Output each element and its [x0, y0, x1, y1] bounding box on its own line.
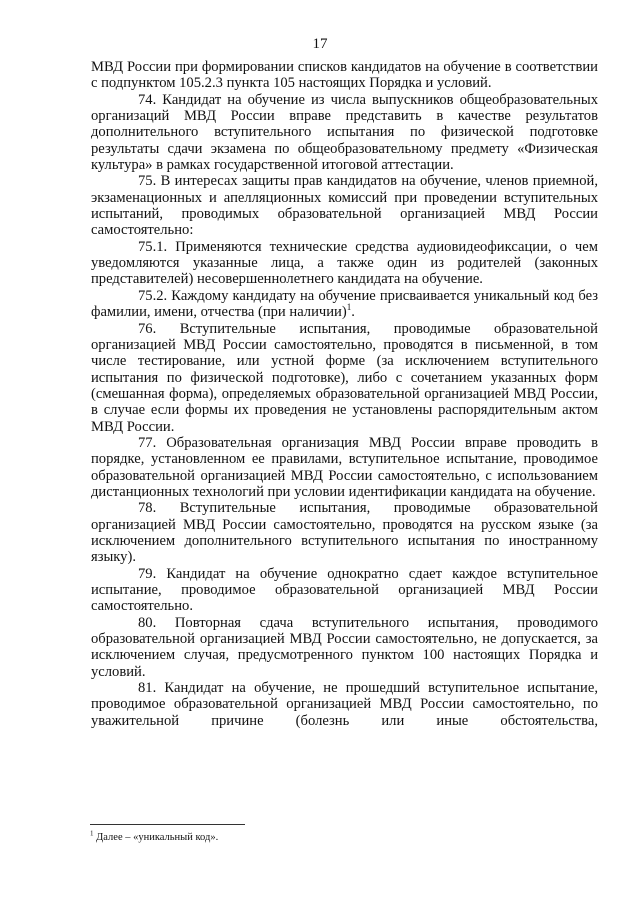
- paragraph-continuation: МВД России при формировании списков кандидатов на обучение в соответствии с подпунктом 105.2.3 пункта 105 настоящих Порядка и условий.: [91, 59, 598, 92]
- footnote: [90, 829, 219, 843]
- paragraph-75-1: 75.1. Применяются технические средства аудиовидеофиксации, о чем уведомляются указанные лица, а также один из родителей (законных представителей) несовершеннолетнего кандидата на обучение.: [91, 238, 598, 288]
- footnote-divider: [90, 824, 245, 825]
- footnote-reference: 1: [346, 302, 352, 313]
- paragraph-75: 75. В интересах защиты прав кандидатов на обучение, членов приемной, экзаменационных и апелляционных комиссий при проведении вступительных испытаний, проводимых образовательной организацией МВД России самостоятельно:: [91, 173, 598, 239]
- page-number: 17: [312, 36, 328, 52]
- paragraph-75-2: [91, 288, 598, 321]
- paragraph-75-2-text: 75.2. Каждому кандидату на обучение присваивается уникальный код без фамилии, имени, отчества (при наличии): [91, 287, 598, 321]
- paragraph-81: 81. Кандидат на обучение, не прошедший вступительное испытание, проводимое образовательной организацией МВД России самостоятельно, по уважительной причине (болезнь или иные обстоятельства,: [91, 680, 598, 729]
- footnote-marker: 1: [90, 829, 94, 838]
- paragraph-78: 78. Вступительные испытания, проводимые образовательной организацией МВД России самостоятельно, проводятся на русском языке (за исключением дополнительного вступительного испытания по иностранному языку).: [91, 500, 598, 566]
- paragraph-75-2-end: .: [351, 304, 355, 321]
- paragraph-79: 79. Кандидат на обучение однократно сдает каждое вступительное испытание, проводимое образовательной организацией МВД России самостоятельно.: [91, 565, 598, 615]
- paragraph-80: 80. Повторная сдача вступительного испытания, проводимого образовательной организацией МВД России самостоятельно, не допускается, за исключением случая, предусмотренного пунктом 100 настоящих Порядка и условий.: [91, 614, 598, 680]
- paragraph-76: 76. Вступительные испытания, проводимые образовательной организацией МВД России самостоятельно, проводятся в письменной, в том числе тестирование, или устной форме (за исключением вступительного испытания по физической подготовке), либо с сочетанием указанных форм (смешанная форма), определяемых образовательной организацией МВД России, в случае если формы их проведения не установлены распорядительным актом МВД России.: [91, 320, 598, 435]
- paragraph-74: 74. Кандидат на обучение из числа выпускников общеобразовательных организаций МВД России вправе представить в качестве результатов дополнительного вступительного испытания по физической подготовке результаты сдачи экзамена по общеобразовательному предмету «Физическая культура» в рамках государственной итоговой аттестации.: [91, 91, 598, 174]
- paragraph-77: 77. Образовательная организация МВД России вправе проводить в порядке, установленном ее правилами, вступительное испытание, проводимое образовательной организацией МВД России самостоятельно, с использованием дистанционных технологий при условии идентификации кандидата на обучение.: [91, 434, 598, 500]
- footnote-text: Далее – «уникальный код».: [93, 832, 219, 843]
- document-body: [91, 59, 598, 729]
